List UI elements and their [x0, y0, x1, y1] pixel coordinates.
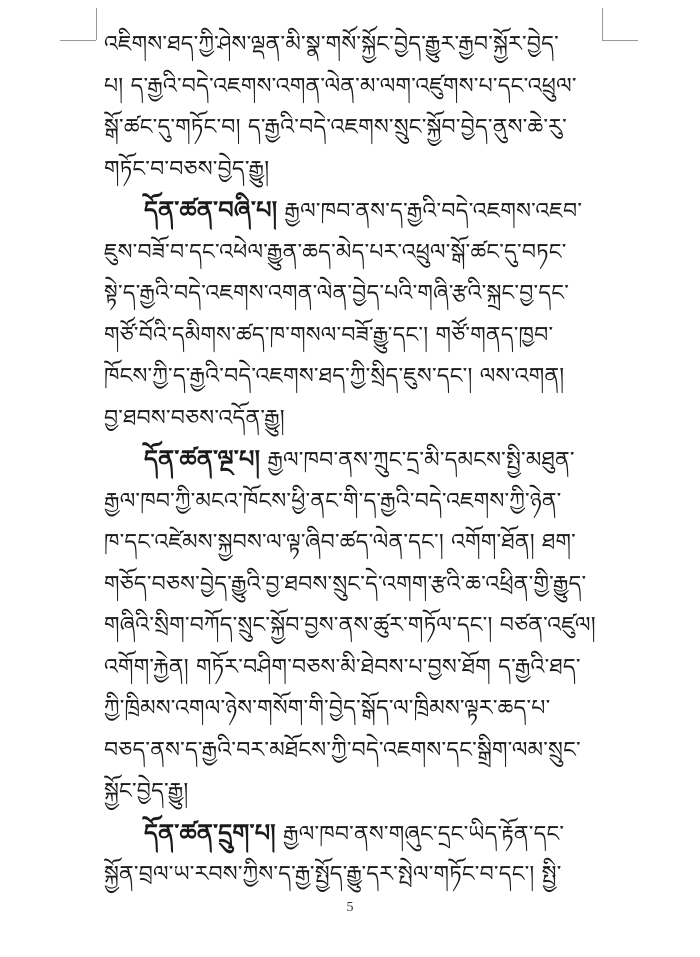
article-first-line — [104, 439, 604, 481]
text-line: ཇུས་བཟོ་བ་དང་འཕེལ་རྒྱུན་ཆད་མེད་པར་འཕྲུལ་སྒོ་ཚང་དུ་བཏང་ — [104, 239, 567, 265]
text-line: སྐྱོན་བྲལ་ཡ་རབས་ཀྱིས་ད་རྒྱ་སྤྱོད་རྒྱུ་དར་སྤེལ་གཏོང་བ་དང་། སྤྱི་ — [104, 862, 562, 887]
text-line: གཙོ་བོའི་དམིགས་ཚད་ཁ་གསལ་བཟོ་རྒྱུ་དང་། གཙོ་གནད་ཁྱབ་ — [104, 322, 554, 348]
article-heading: དོན་ཚན་དྲུག་པ། — [144, 818, 276, 847]
text-line: འཇིགས་ཐད་ཀྱི་ཤེས་ལྡན་མི་སྣ་གསོ་སྐྱོང་བྱེད་རྒྱུར་རྒྱབ་སྐྱོར་བྱེད་ — [104, 32, 559, 57]
text-line: གཅོད་བཅས་བྱེད་རྒྱུའི་བྱ་ཐབས་སྲུང་དེ་འགག་རྩའི་ཆ་འཕྲིན་གྱི་རྒྱུད་ — [104, 571, 587, 597]
body-text — [104, 24, 604, 896]
article-first-line — [104, 813, 604, 855]
text-line: རྒྱལ་ཁབ་ནས་ད་རྒྱའི་བདེ་འཇགས་འཇབ་ — [284, 199, 583, 224]
text-line: རྒྱལ་ཁབ་ཀྱི་མངའ་ཁོངས་ཕྱི་ནང་གི་ད་རྒྱའི་བདེ་འཇགས་ཀྱི་ཉེན་ — [104, 488, 562, 514]
text-line: ཁོངས་ཀྱི་ད་རྒྱའི་བདེ་འཇགས་ཐད་ཀྱི་སྲིད་ཇུས་དང་། ལས་འགན། — [104, 364, 565, 389]
text-line: གཏོང་བ་བཅས་བྱེད་རྒྱུ། — [104, 156, 270, 182]
crop-mark-top-right-horizontal — [602, 40, 638, 41]
text-line: གཞིའི་སྲིག་བཀོད་སྲུང་སྐྱོབ་བྱས་ནས་ཚུར་གཏོལ་དང་། བཙན་འཛུལ། — [104, 613, 596, 638]
text-line: ཁ་དང་འཛེམས་སྐྱབས་ལ་ལྟ་ཞིབ་ཚད་ལེན་དང་། འགོག་ཐོན། ཐག་ — [104, 530, 577, 555]
text-line: བྱ་ཐབས་བཅས་འདོན་རྒྱུ། — [104, 405, 285, 431]
article-first-line — [104, 190, 604, 232]
text-line: སྟེ་ད་རྒྱའི་བདེ་འཇགས་འགན་ལེན་བྱེད་པའི་གཞི་རྩའི་སྐྲང་བྱ་དང་ — [104, 281, 570, 306]
article-heading: དོན་ཚན་ལྔ་པ། — [144, 445, 261, 473]
text-line: བཅད་ནས་ད་རྒྱའི་བར་མཐོངས་ཀྱི་བདེ་འཇགས་དང་སྒྲིག་ལམ་སྲུང་ — [104, 737, 581, 763]
text-line: རྒྱལ་ཁབ་ནས་ཀྲུང་དྲ་མི་དམངས་སྤྱི་མཐུན་ — [267, 448, 575, 473]
text-line: སྐྱོང་བྱེད་རྒྱུ། — [104, 779, 189, 804]
article-heading: དོན་ཚན་བཞི་པ། — [144, 196, 278, 224]
crop-mark-top-left-horizontal — [60, 40, 96, 41]
page-number: 5 — [346, 900, 354, 915]
text-line: རྒྱལ་ཁབ་ནས་གཞུང་དྲང་ཡིད་རྟོན་དང་ — [283, 821, 565, 847]
text-line: པ། ད་རྒྱའི་བདེ་འཇགས་འགན་ལེན་མ་ལག་འཛུགས་པ་དང་འཕྲུལ་ — [104, 73, 577, 99]
crop-mark-top-left-vertical — [96, 8, 97, 40]
text-line: སྒོ་ཚང་དུ་གཏོང་བ། ད་རྒྱའི་བདེ་འཇགས་སྲུང་སྐྱོབ་བྱེད་ནུས་ཆེ་རུ་ — [104, 115, 567, 140]
text-line: ཀྱི་ཁྲིམས་འགལ་ཉེས་གསོག་གི་བྱེད་སྒོད་ལ་ཁྲིམས་ལྟར་ཆད་པ་ — [104, 696, 551, 721]
text-line: འགོག་རྐྱེན། གཏོར་བཤིག་བཅས་མི་ཐེབས་པ་བྱས་ཐོག ད་རྒྱའི་ཐད་ — [104, 654, 581, 680]
